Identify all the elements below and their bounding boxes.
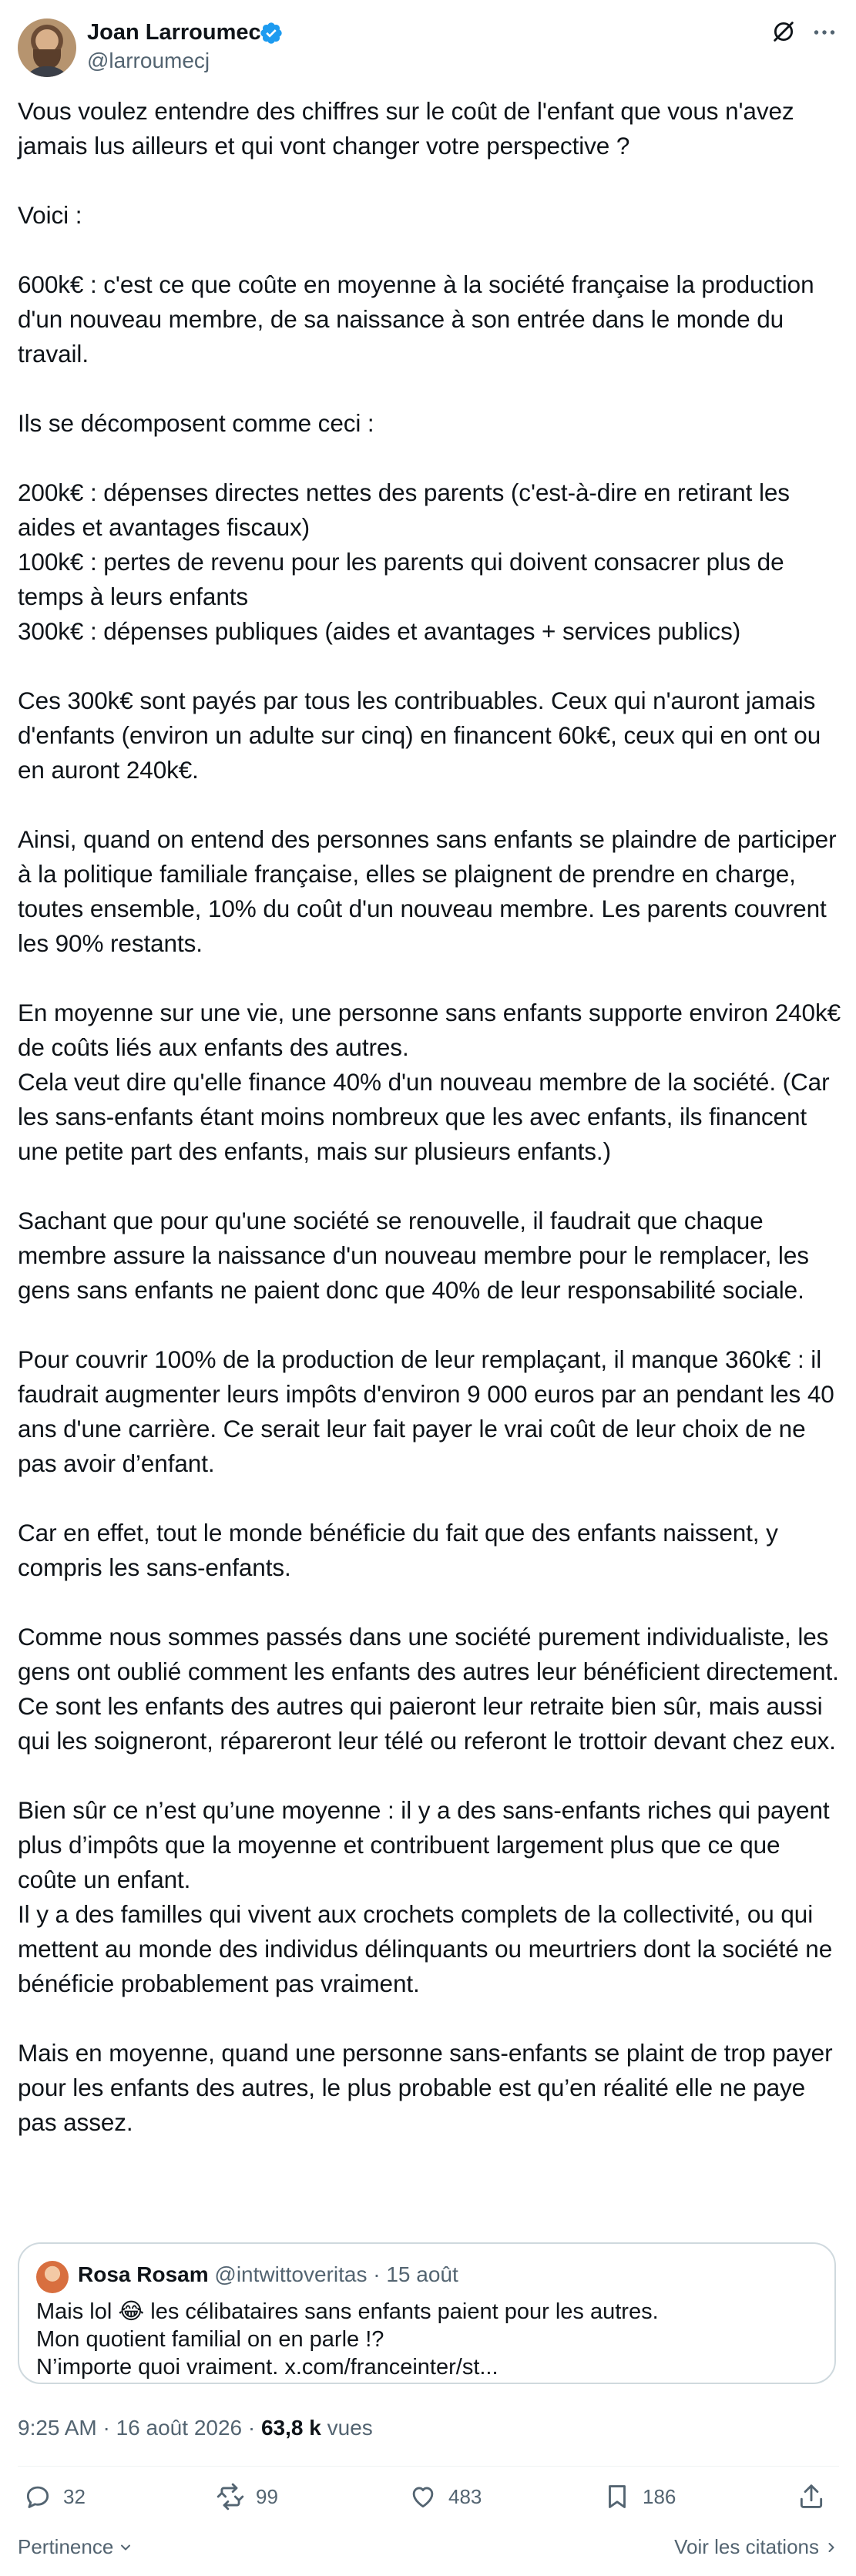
heart-icon: [408, 2482, 438, 2511]
quoted-tweet-header: [78, 2262, 458, 2287]
reply-icon: [23, 2482, 52, 2511]
author-handle[interactable]: @larroumecj: [87, 49, 210, 72]
quoted-separator: ·: [367, 2262, 387, 2286]
sort-dropdown[interactable]: [18, 2535, 133, 2559]
view-quotes-link[interactable]: [674, 2535, 839, 2559]
chevron-down-icon: [118, 2540, 133, 2555]
quoted-author-name: Rosa Rosam: [78, 2262, 209, 2286]
sort-label: Pertinence: [18, 2535, 114, 2558]
view-quotes-label: Voir les citations: [674, 2535, 819, 2558]
tweet-time[interactable]: 9:25 AM · 16 août 2026 ·: [18, 2416, 261, 2440]
quoted-author-handle: @intwittoveritas: [214, 2262, 368, 2286]
views-label: vues: [321, 2416, 373, 2440]
avatar-shirt: [22, 66, 72, 77]
quoted-tweet-card[interactable]: [18, 2242, 836, 2384]
verified-badge-icon: [259, 21, 284, 45]
tweet-text: Vous voulez entendre des chiffres sur le coût de l'enfant que vous n'avez jamais lus ailleurs et qui vont changer votre perspective ? Voici : 600k€ : c'est ce que coûte en moyenne à la société française la production d'un nouveau membre, de sa naissance à son entrée dans le monde du travail. Ils se décomposent comme ceci : 200k€ : dépenses directes nettes des parents (c'est-à-dire en retirant les aides et avantages fiscaux) 100k€ : pertes de revenu pour les parents qui doivent consacrer plus de temps à leurs enfants 300k€ : dépenses publiques (aides et avantages + services publics) Ces 300k€ sont payés par tous les contribuables. Ceux qui n'auront jamais d'enfants (environ un adulte sur cinq) en financent 60k€, ceux qui en ont ou en auront 240k€. Ainsi, quand on entend des personnes sans enfants se plaindre de participer à la politique familiale française, elles se plaignent de prendre en charge, toutes ensemble, 10% du coût d'un nouveau membre. Les parents couvrent les 90% restants. En moyenne sur une vie, une personne sans enfants supporte environ 240k€ de coûts liés aux enfants des autres. Cela veut dire qu'elle finance 40% d'un nouveau membre de la société. (Car les sans-enfants étant moins nombreux que les avec enfants, ils financent une petite part des enfants, mais sur plusieurs enfants.) Sachant que pour qu'une société se renouvelle, il faudrait que chaque membre assure la naissance d'un nouveau membre pour le remplacer, les gens sans enfants ne paient donc que 40% de leur responsabilité sociale. Pour couvrir 100% de la production de leur remplaçant, il manque 360k€ : il faudrait augmenter leurs impôts d'environ 9 000 euros par an pendant les 40 ans d'une carrière. Ce serait leur fait payer le vrai coût de leur choix de ne pas avoir d’enfant. Car en effet, tout le monde bénéficie du fait que des enfants naissent, y compris les sans-enfants. Comme nous sommes passés dans une société purement individualiste, les gens ont oublié comment les enfants des autres leur bénéficient directement. Ce sont les enfants des autres qui paieront leur retraite bien sûr, mais aussi qui les soigneront, répareront leur télé ou referont le trottoir devant chez eux. Bien sûr ce n’est qu’une moyenne : il y a des sans-enfants riches qui payent plus d’impôts que la moyenne et contribuent largement plus que ce que coûte un enfant. Il y a des familles qui vivent aux crochets complets de la collectivité, ou qui mettent au monde des individus délinquants ou meurtriers dont la société ne bénéficie probablement pas vraiment. Mais en moyenne, quand une personne sans-enfants se plaint de trop payer pour les enfants des autres, le plus probable est qu’en réalité elle ne paye pas assez.: [18, 97, 841, 2136]
chevron-right-icon: [824, 2540, 839, 2555]
views-count: 63,8 k: [260, 2416, 321, 2440]
share-button[interactable]: [797, 2477, 837, 2516]
tweet-actions-bar: [0, 2477, 856, 2524]
tweet-timestamp-row: [18, 2416, 373, 2440]
bookmark-icon: [603, 2482, 632, 2511]
author-name[interactable]: Joan Larroumec: [87, 20, 261, 45]
quoted-tweet-text: Mais lol 😂 les célibataires sans enfants paient pour les autres. Mon quotient familial on en parle !? N’importe quoi vraiment. x.com/franceinter/st...: [36, 2299, 659, 2380]
actions-divider: [18, 2466, 839, 2467]
reply-count: 32: [63, 2484, 86, 2508]
grok-icon[interactable]: [770, 18, 797, 45]
retweet-count: 99: [256, 2484, 278, 2508]
author-avatar[interactable]: [18, 18, 76, 77]
retweet-button[interactable]: [216, 2477, 278, 2516]
like-button[interactable]: [408, 2477, 482, 2516]
bookmark-button[interactable]: [603, 2477, 676, 2516]
more-options-icon[interactable]: [811, 18, 838, 46]
share-icon: [797, 2482, 826, 2511]
quoted-date: 15 août: [386, 2262, 458, 2286]
bookmark-count: 186: [643, 2484, 676, 2508]
retweet-icon: [216, 2482, 245, 2511]
tweet-header: [0, 0, 856, 92]
like-count: 483: [448, 2484, 482, 2508]
quoted-author-avatar: [36, 2261, 69, 2293]
reply-button[interactable]: [23, 2477, 86, 2516]
